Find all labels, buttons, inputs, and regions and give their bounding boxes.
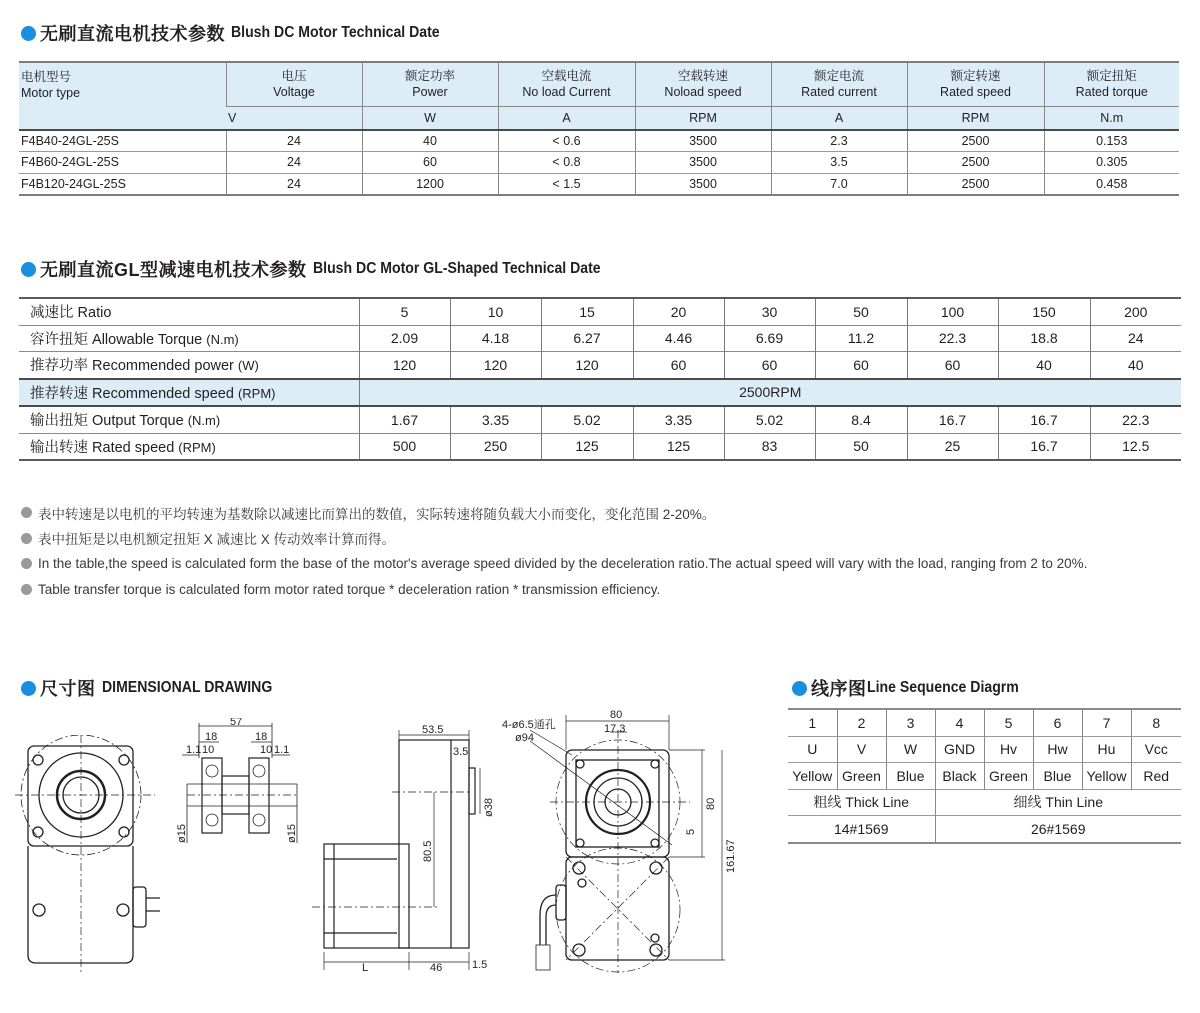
side-view-drawing	[312, 722, 502, 972]
pin-cell: 4	[935, 709, 984, 736]
dim-1-1-right: 1.1	[274, 744, 290, 756]
bullet-icon	[21, 507, 32, 518]
signal-cell: U	[807, 741, 818, 758]
table-row	[19, 152, 1179, 174]
title-cn: 无刷直流电机技术参数	[40, 24, 225, 44]
value-cell: 7.0	[771, 173, 907, 195]
screw-icon	[578, 879, 586, 887]
header-en: Rated speed	[940, 85, 1011, 100]
dim-holes: 4-ø6.5通孔	[502, 719, 556, 731]
row-label	[19, 379, 359, 407]
value-cell: 3.35	[633, 406, 724, 433]
unit-cell: RPM	[907, 106, 1044, 130]
bullet-dot-icon	[21, 26, 36, 41]
value-cell: 30	[724, 298, 815, 325]
value-cell: < 0.8	[498, 152, 635, 174]
pin-cell: 2	[837, 709, 886, 736]
pin-cell: 8	[1131, 709, 1181, 736]
value-cell: 50	[815, 433, 907, 460]
row-label	[19, 433, 359, 460]
header-cn: 空载转速	[677, 69, 728, 84]
value-cell: 11.2	[815, 325, 907, 352]
mount-hole-icon	[576, 839, 584, 847]
title-en: DIMENSIONAL DRAWING	[101, 679, 272, 696]
value-cell: 10	[450, 298, 541, 325]
bullet-icon	[21, 584, 32, 595]
dim-L: L	[362, 962, 369, 972]
value-cell: 25	[907, 433, 998, 460]
screw-icon	[650, 944, 662, 956]
merged-value-cell: 2500RPM	[359, 379, 1181, 407]
section-title-dimensional	[21, 675, 295, 701]
signal-cell: W	[886, 736, 935, 763]
cable-gland	[133, 887, 146, 927]
header-en: Rated current	[801, 85, 877, 100]
group-cell: 细线 Thin Line	[935, 789, 1181, 816]
value-cell: < 1.5	[498, 173, 635, 195]
header-voltage	[226, 62, 362, 106]
header-cn: 电机型号	[21, 70, 72, 84]
label-cn: 推荐功率	[30, 358, 88, 375]
pin-cell: 7	[1082, 709, 1131, 736]
label-cn: 推荐转速	[30, 385, 88, 402]
dim-keyway: 17.3	[604, 723, 626, 735]
dim-bore-left: ø15	[176, 824, 188, 843]
value-cell: 60	[724, 352, 815, 379]
header-cn: 额定转速	[950, 69, 1001, 84]
cable-gland	[556, 885, 566, 920]
mount-hole-icon	[33, 755, 43, 765]
dim-46: 46	[430, 962, 443, 972]
label-unit: (RPM)	[237, 385, 276, 401]
value-cell: 40	[998, 352, 1090, 379]
value-cell: 40	[1090, 352, 1181, 379]
title-en: Line Sequence Diagrm	[866, 679, 1019, 696]
value-cell: 83	[724, 433, 815, 460]
value-cell: 1200	[362, 173, 498, 195]
unit-cell: A	[498, 106, 635, 130]
screw-icon	[33, 904, 45, 916]
connector	[536, 945, 550, 970]
value-cell: 3500	[635, 152, 771, 174]
note-item	[21, 526, 1087, 552]
table-row	[19, 379, 1181, 407]
dim-80-square: 80	[705, 797, 717, 810]
value-cell: 60	[815, 352, 907, 379]
dim-3-5: 3.5	[453, 746, 469, 758]
gl-technical-table	[19, 297, 1181, 461]
note-item	[21, 577, 1087, 603]
title-cn: 线序图	[811, 679, 867, 699]
table-row	[19, 173, 1179, 195]
header-en: Voltage	[273, 85, 315, 100]
signal-cell: Hv	[984, 736, 1033, 763]
value-cell: 5.02	[724, 406, 815, 433]
value-cell: 18.8	[998, 325, 1090, 352]
label-en: Output Torque	[92, 413, 184, 430]
model-cell: F4B60-24GL-25S	[21, 155, 119, 170]
note-text: In the table,the speed is calculated form the base of the motor's average speed divided by the deceleration ratio.The actual speed will vary with the load, ranging from 2 to 20%.	[38, 556, 1088, 572]
value-cell: 4.46	[633, 325, 724, 352]
value-cell: 1.67	[359, 406, 450, 433]
header-en: Power	[412, 85, 448, 100]
header-cn: 电压	[281, 69, 307, 84]
label-unit: (N.m)	[206, 331, 239, 347]
value-cell: 150	[998, 298, 1090, 325]
color-cell: Blue	[1033, 763, 1082, 790]
value-cell: 0.153	[1044, 130, 1179, 152]
motor-body-outline	[28, 846, 133, 963]
value-cell: 24	[1090, 325, 1181, 352]
mount-hole-icon	[576, 760, 584, 768]
value-cell: 50	[815, 298, 907, 325]
note-item	[21, 551, 1087, 577]
title-en: Blush DC Motor GL-Shaped Technical Date	[312, 260, 601, 277]
value-cell: 5	[359, 298, 450, 325]
dim-10-right: 10	[260, 744, 273, 756]
label-en: Recommended speed	[92, 385, 234, 402]
dim-bore-right: ø15	[286, 824, 298, 843]
header-cn: 额定功率	[404, 69, 455, 84]
signal-cell: Hw	[1033, 736, 1082, 763]
value-cell: 60	[362, 152, 498, 174]
value-cell: 120	[359, 352, 450, 379]
value-cell: 120	[450, 352, 541, 379]
value-cell: 12.5	[1090, 433, 1181, 460]
note-item	[21, 500, 1087, 526]
bullet-icon	[21, 558, 32, 569]
value-cell: 500	[359, 433, 450, 460]
dim-57: 57	[230, 718, 243, 728]
color-cell: Blue	[886, 763, 935, 790]
screw-icon	[650, 862, 662, 874]
header-cn: 额定扭矩	[1086, 69, 1137, 84]
dim-53-5: 53.5	[422, 724, 444, 736]
dim-1-5: 1.5	[472, 959, 488, 971]
signal-cell: Vcc	[1131, 736, 1181, 763]
table-row	[19, 352, 1181, 379]
color-cell: Yellow	[792, 767, 833, 784]
value-cell: 16.7	[998, 433, 1090, 460]
line-sequence-body	[788, 709, 1181, 843]
color-cell: Black	[935, 763, 984, 790]
bullet-dot-icon	[792, 681, 807, 696]
header-rated-torque	[1044, 62, 1179, 106]
mount-hole-icon	[651, 760, 659, 768]
header-rated-current	[771, 62, 907, 106]
label-unit: (RPM)	[178, 439, 216, 455]
header-en: Motor type	[21, 86, 81, 100]
row-label	[19, 325, 359, 352]
value-cell: 3.5	[771, 152, 907, 174]
value-cell: 60	[633, 352, 724, 379]
label-cn: 容许扭矩	[30, 331, 88, 348]
label-en: Rated speed	[92, 439, 175, 456]
flange-outline	[28, 746, 133, 846]
color-cell: Red	[1131, 763, 1181, 790]
notes-list	[21, 500, 1087, 602]
pin-cell: 3	[886, 709, 935, 736]
note-text: 表中转速是以电机的平均转速为基数除以减速比而算出的数值，实际转速将随负载大小而变化，变化范围 2-20%。	[38, 506, 716, 522]
header-en: Rated torque	[1075, 85, 1148, 100]
mount-hole-icon	[651, 839, 659, 847]
title-cn: 无刷直流GL型减速电机技术参数	[40, 260, 307, 280]
row-label	[19, 352, 359, 379]
mount-hole-icon	[119, 755, 129, 765]
value-cell: 3500	[635, 173, 771, 195]
dim-18-left: 18	[205, 731, 218, 743]
screw-icon	[117, 904, 129, 916]
label-cn: 输出转速	[30, 439, 88, 456]
label-en: Ratio	[77, 305, 112, 322]
unit-cell: A	[771, 106, 907, 130]
shaft-section-drawing	[172, 718, 312, 858]
label-cn: 输出扭矩	[30, 413, 88, 430]
cable	[540, 895, 556, 945]
unit-cell: V	[228, 110, 237, 125]
mount-hole-icon	[119, 827, 129, 837]
mount-hole-icon	[33, 827, 43, 837]
label-cn: 减速比	[30, 305, 74, 322]
value-cell: 5.02	[541, 406, 633, 433]
value-cell: 100	[907, 298, 998, 325]
pin-cell: 5	[984, 709, 1033, 736]
dim-18-right: 18	[255, 731, 268, 743]
gl-table-body	[19, 298, 1181, 460]
header-cn: 空载电流	[541, 69, 592, 84]
value-cell: 24	[226, 173, 362, 195]
dim-10-left: 10	[202, 744, 215, 756]
group-cell: 14#1569	[833, 820, 889, 837]
value-cell: 0.305	[1044, 152, 1179, 174]
label-unit: (W)	[237, 358, 259, 374]
label-en: Recommended power	[92, 358, 234, 375]
group-cell: 26#1569	[935, 816, 1181, 843]
label-unit: (N.m)	[187, 413, 221, 429]
motor-table-body	[19, 130, 1179, 195]
row-label	[19, 298, 359, 325]
value-cell: 125	[541, 433, 633, 460]
bullet-dot-icon	[21, 681, 36, 696]
value-cell: 3500	[635, 130, 771, 152]
value-cell: 2.3	[771, 130, 907, 152]
section-title-gl-technical	[21, 256, 639, 282]
pin-cell: 1	[808, 714, 817, 731]
end-view-drawing	[500, 705, 740, 975]
table-row	[788, 789, 1181, 816]
value-cell: 22.3	[907, 325, 998, 352]
bullet-icon	[21, 533, 32, 544]
value-cell: 2500	[907, 173, 1044, 195]
value-cell: 250	[450, 433, 541, 460]
model-cell: F4B40-24GL-25S	[21, 134, 119, 148]
value-cell: 24	[226, 152, 362, 174]
motor-technical-table	[19, 61, 1179, 196]
front-view-drawing	[15, 735, 160, 975]
unit-cell: N.m	[1044, 106, 1179, 130]
value-cell: 6.27	[541, 325, 633, 352]
dim-80-5: 80.5	[422, 840, 434, 862]
header-rated-speed	[907, 62, 1044, 106]
screw-icon	[651, 934, 659, 942]
section-title-motor-technical	[21, 20, 468, 46]
table-row	[788, 763, 1181, 790]
section-title-line-sequence	[792, 675, 1039, 701]
header-motor-type	[19, 62, 226, 130]
table-row	[19, 433, 1181, 460]
color-cell: Yellow	[1082, 763, 1131, 790]
color-cell: Green	[984, 763, 1033, 790]
model-cell: F4B120-24GL-25S	[21, 176, 126, 191]
table-row	[19, 298, 1181, 325]
value-cell: 2500	[907, 130, 1044, 152]
value-cell: 200	[1090, 298, 1181, 325]
table-row	[788, 816, 1181, 843]
table-row	[19, 325, 1181, 352]
header-en: No load Current	[522, 85, 611, 100]
table-row	[19, 130, 1179, 152]
header-en: Noload speed	[664, 85, 742, 100]
line-sequence-table	[788, 708, 1181, 844]
value-cell: 22.3	[1090, 406, 1181, 433]
table-row	[788, 709, 1181, 736]
table-row	[19, 406, 1181, 433]
flange-outline	[566, 750, 669, 857]
table-row	[788, 736, 1181, 763]
signal-cell: Hu	[1082, 736, 1131, 763]
unit-cell: RPM	[635, 106, 771, 130]
note-text: Table transfer torque is calculated form motor rated torque * deceleration ration * transmission efficiency.	[38, 581, 661, 597]
value-cell: 15	[541, 298, 633, 325]
value-cell: 40	[362, 130, 498, 152]
value-cell: 0.458	[1044, 173, 1179, 195]
pin-cell: 6	[1033, 709, 1082, 736]
header-cn: 额定电流	[813, 69, 864, 84]
value-cell: 16.7	[907, 406, 998, 433]
screw-icon	[573, 862, 585, 874]
bullet-dot-icon	[21, 262, 36, 277]
value-cell: 120	[541, 352, 633, 379]
title-cn: 尺寸图	[40, 679, 96, 699]
dim-pcd: ø94	[515, 732, 534, 744]
note-text: 表中扭矩是以电机额定扭矩 X 减速比 X 传动效率计算而得。	[38, 532, 396, 548]
unit-cell: W	[362, 106, 498, 130]
group-cell: 粗线 Thick Line	[813, 794, 910, 811]
value-cell: 2500	[907, 152, 1044, 174]
value-cell: 24	[226, 130, 362, 152]
header-power	[362, 62, 498, 106]
cable	[146, 898, 160, 911]
label-en: Allowable Torque	[92, 331, 203, 348]
value-cell: 2.09	[359, 325, 450, 352]
color-cell: Green	[837, 763, 886, 790]
signal-cell: V	[837, 736, 886, 763]
dim-80-width: 80	[610, 709, 623, 721]
pilot-boss	[469, 768, 475, 814]
header-noload-speed	[635, 62, 771, 106]
value-cell: 60	[907, 352, 998, 379]
value-cell: 20	[633, 298, 724, 325]
dim-key-width: 5	[685, 828, 697, 835]
value-cell: 125	[633, 433, 724, 460]
row-label	[19, 406, 359, 433]
dim-161-67: 161.67	[725, 839, 737, 873]
value-cell: 4.18	[450, 325, 541, 352]
value-cell: 8.4	[815, 406, 907, 433]
value-cell: 16.7	[998, 406, 1090, 433]
title-en: Blush DC Motor Technical Date	[231, 24, 440, 41]
header-no-load-current	[498, 62, 635, 106]
signal-cell: GND	[935, 736, 984, 763]
dim-1-1-left: 1.1	[186, 744, 202, 756]
value-cell: 3.35	[450, 406, 541, 433]
dim-pilot: ø38	[483, 798, 495, 817]
value-cell: 6.69	[724, 325, 815, 352]
value-cell: < 0.6	[498, 130, 635, 152]
